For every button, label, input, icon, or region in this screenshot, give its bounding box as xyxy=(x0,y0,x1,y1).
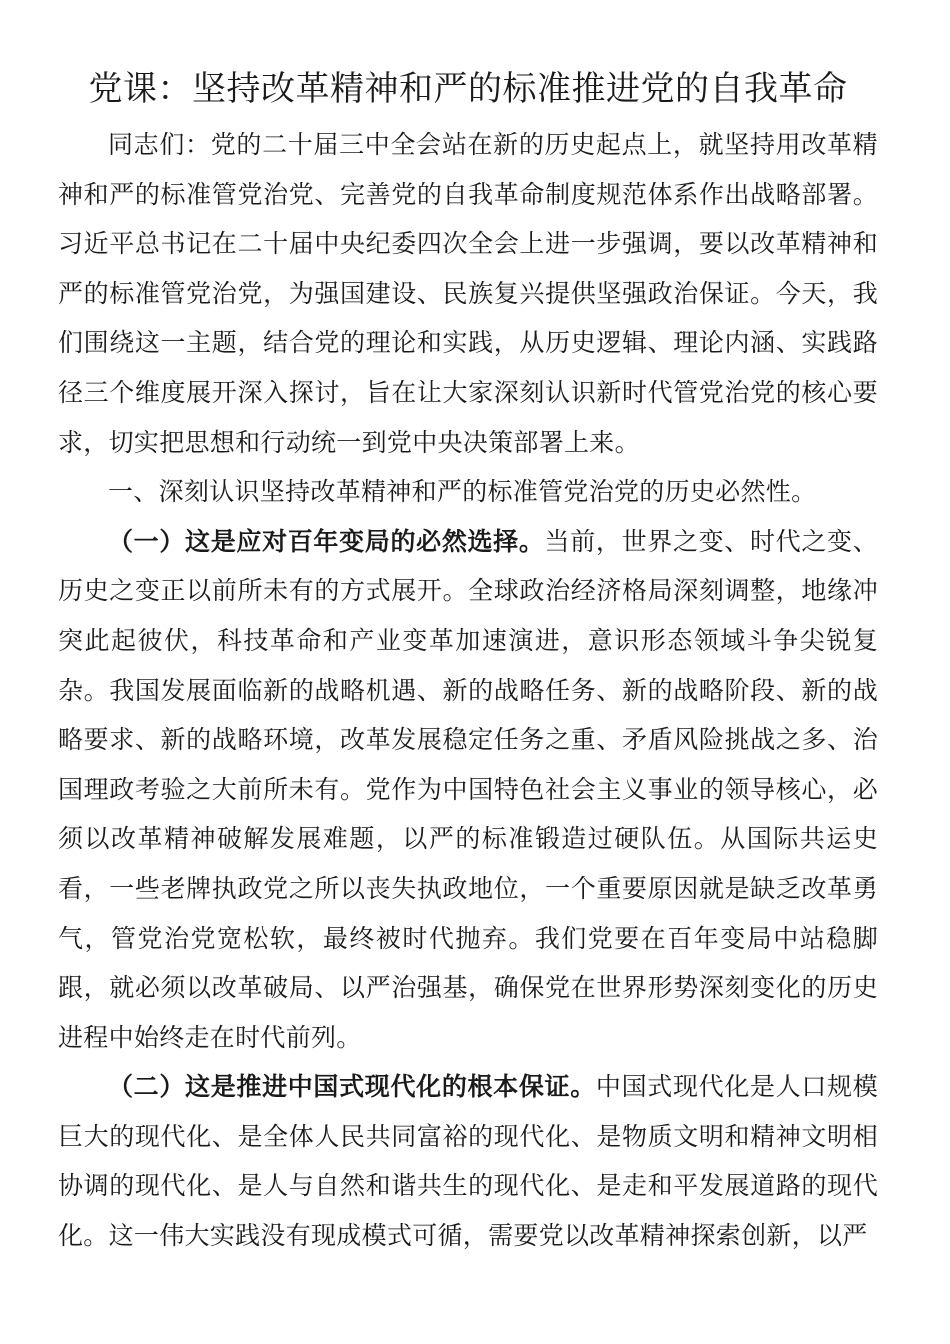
point-2-text: 中国式现代化是人口规模巨大的现代化、是全体人民共同富裕的现代化、是物质文明和精神文明相协调的现代化、是人与自然和谐共生的现代化、是走和平发展道路的现代化。这一伟大实践没有现成模式可循，需要党以改革精神探索创新，以严 xyxy=(58,1072,878,1251)
point-2-lead: （二）这是推进中国式现代化的根本保证。 xyxy=(108,1072,596,1102)
document-page xyxy=(58,62,878,1261)
point-2-paragraph xyxy=(58,1062,878,1260)
intro-paragraph: 同志们：党的二十届三中全会站在新的历史起点上，就坚持用改革精神和严的标准管党治党、完善党的自我革命制度规范体系作出战略部署。习近平总书记在二十届中央纪委四次全会上进一步强调，要以改革精神和严的标准管党治党，为强国建设、民族复兴提供坚强政治保证。今天，我们围绕这一主题，结合党的理论和实践，从历史逻辑、理论内涵、实践路径三个维度展开深入探讨，旨在让大家深刻认识新时代管党治党的核心要求，切实把思想和行动统一到党中央决策部署上来。 xyxy=(58,130,878,457)
point-1-paragraph xyxy=(58,517,878,1063)
page-title: 党课：坚持改革精神和严的标准推进党的自我革命 xyxy=(88,69,848,109)
point-1-lead: （一）这是应对百年变局的必然选择。 xyxy=(108,526,545,556)
section-heading: 一、深刻认识坚持改革精神和严的标准管党治党的历史必然性。 xyxy=(108,477,817,507)
point-1-text: 当前，世界之变、时代之变、历史之变正以前所未有的方式展开。全球政治经济格局深刻调整，地缘冲突此起彼伏，科技革命和产业变革加速演进，意识形态领域斗争尖锐复杂。我国发展面临新的战略机遇、新的战略任务、新的战略阶段、新的战略要求、新的战略环境，改革发展稳定任务之重、矛盾风险挑战之多、治国理政考验之大前所未有。党作为中国特色社会主义事业的领导核心，必须以改革精神破解发展难题，以严的标准锻造过硬队伍。从国际共运史看，一些老牌执政党之所以丧失执政地位，一个重要原因就是缺乏改革勇气，管党治党宽松软，最终被时代抛弃。我们党要在百年变局中站稳脚跟，就必须以改革破局、以严治强基，确保党在世界形势深刻变化的历史进程中始终走在时代前列。 xyxy=(58,526,878,1052)
